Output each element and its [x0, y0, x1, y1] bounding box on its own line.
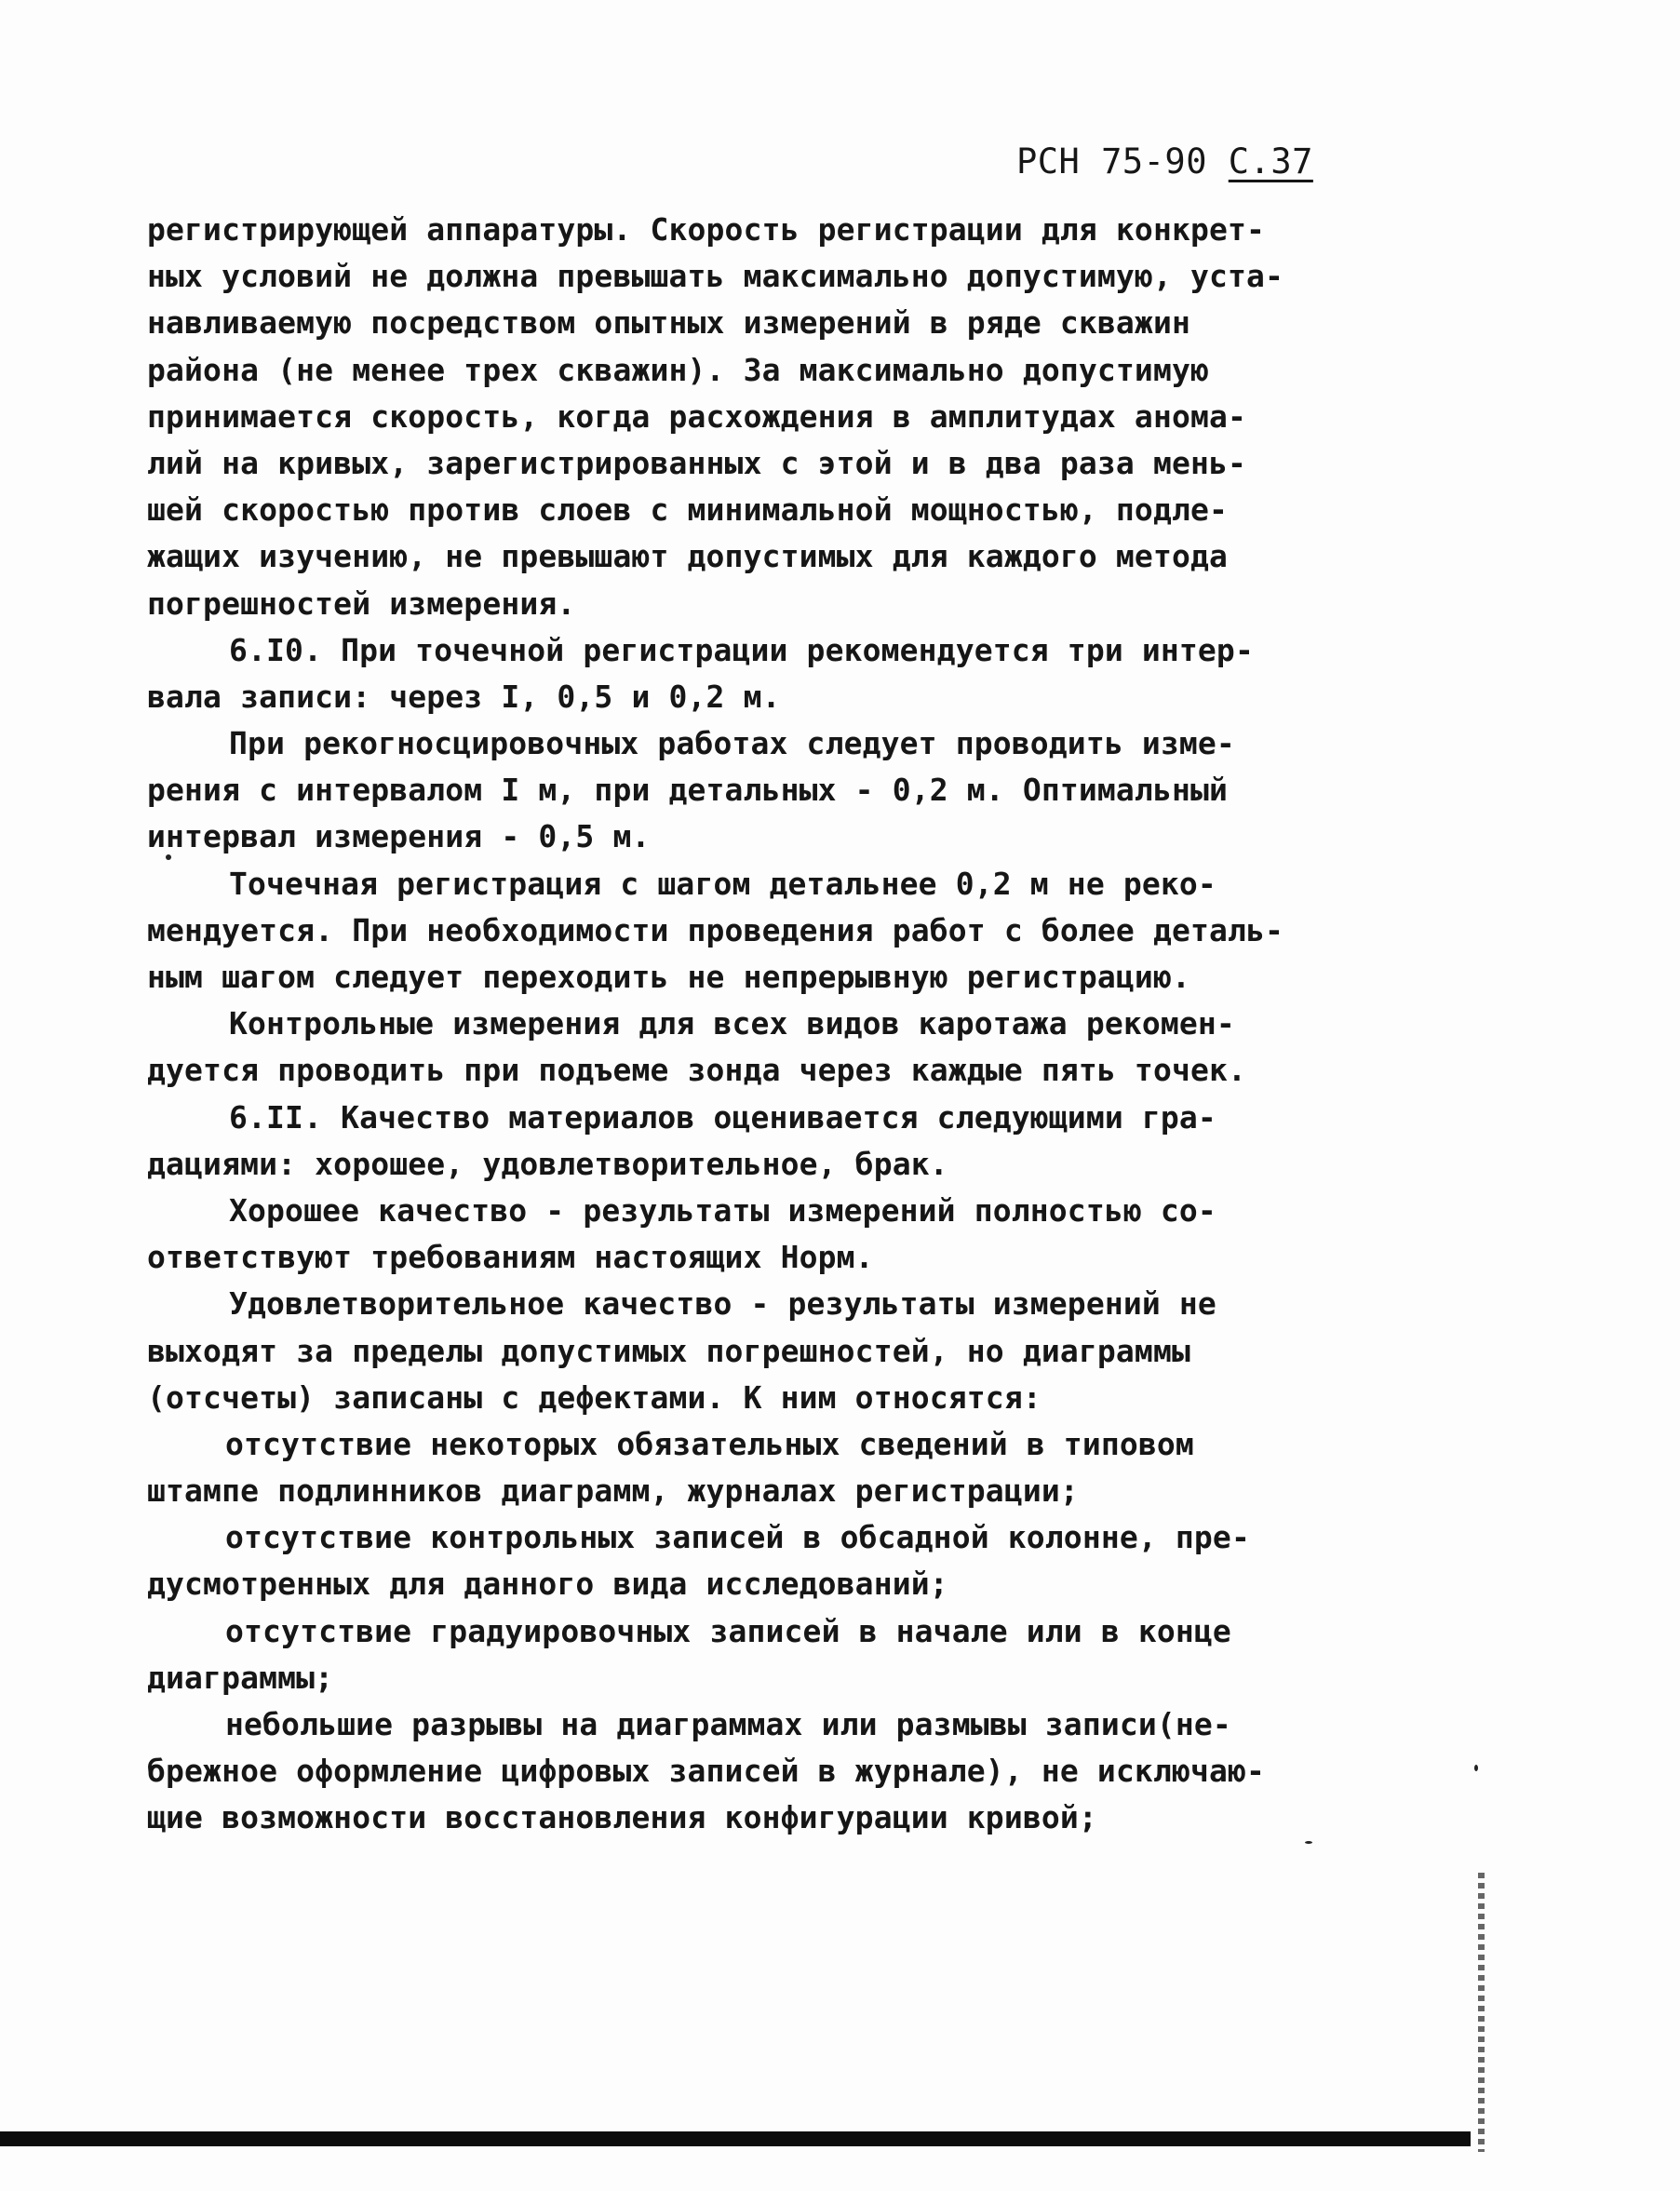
text-line: интервал измерения - 0,5 м.	[147, 818, 651, 855]
paragraph-start-line: Хорошее качество - результаты измерений полностью со-	[229, 1191, 1216, 1229]
text-line: выходят за пределы допустимых погрешностей, но диаграммы	[147, 1332, 1190, 1369]
paragraph-start-line: 6.II. Качество материалов оценивается следующими гра-	[229, 1098, 1216, 1136]
paragraph-start-line: При рекогносцировочных работах следует проводить изме-	[229, 725, 1235, 762]
list-item-start-line: отсутствие некоторых обязательных сведений в типовом	[225, 1425, 1194, 1462]
text-line: шей скоростью против слоев с минимальной мощностью, подле-	[147, 491, 1229, 529]
paragraph-start-line: Точечная регистрация с шагом детальнее 0,2 м не реко-	[229, 865, 1216, 902]
scan-speck	[1305, 1841, 1312, 1844]
text-line: лий на кривых, зарегистрированных с этой и в два раза мень-	[147, 444, 1247, 481]
text-line: (отсчеты) записаны с дефектами. К ним относятся:	[147, 1378, 1042, 1416]
paragraph-start-line: Удовлетворительное качество - результаты измерений не	[229, 1285, 1216, 1323]
text-line: принимается скорость, когда расхождения в амплитудах анома-	[147, 397, 1247, 435]
text-line: дуется проводить при подъеме зонда через каждые пять точек.	[147, 1052, 1247, 1089]
paragraph-start-line: Контрольные измерения для всех видов каротажа рекомен-	[229, 1005, 1235, 1042]
text-line: штампе подлинников диаграмм, журналах регистрации;	[147, 1472, 1079, 1510]
scan-bottom-border	[0, 2131, 1471, 2146]
text-line: диаграммы;	[147, 1659, 334, 1696]
scan-speck	[166, 854, 171, 860]
paragraph-start-line: 6.I0. При точечной регистрации рекомендуется три интер-	[229, 631, 1254, 668]
text-line: дациями: хорошее, удовлетворительное, брак.	[147, 1145, 948, 1182]
text-line: жащих изучению, не превышают допустимых для каждого метода	[147, 538, 1229, 575]
document-code: РСН 75-90	[1016, 141, 1207, 181]
text-line: ответствуют требованиям настоящих Норм.	[147, 1239, 874, 1276]
list-item-start-line: небольшие разрывы на диаграммах или размывы записи(не-	[225, 1706, 1231, 1742]
text-line: щие возможности восстановления конфигурации кривой;	[147, 1799, 1097, 1836]
page-header	[1016, 141, 1313, 181]
text-line: навливаемую посредством опытных измерений в ряде скважин	[147, 304, 1190, 342]
text-line: ных условий не должна превышать максимально допустимую, уста-	[147, 258, 1284, 295]
text-line: рения с интервалом I м, при детальных - 0,2 м. Оптимальный	[147, 772, 1229, 809]
text-line: регистрирующей аппаратуры. Скорость регистрации для конкрет-	[147, 211, 1266, 248]
page-number: С.37	[1228, 141, 1313, 181]
list-item-start-line: отсутствие градуировочных записей в начале или в конце	[225, 1612, 1231, 1649]
body-text	[147, 207, 1301, 1842]
text-line: вала записи: через I, 0,5 и 0,2 м.	[147, 678, 781, 715]
text-line: ным шагом следует переходить не непрерывную регистрацию.	[147, 959, 1190, 995]
text-line: дусмотренных для данного вида исследований;	[147, 1566, 948, 1603]
text-line: мендуется. При необходимости проведения работ с более деталь-	[147, 911, 1284, 948]
text-line: брежное оформление цифровых записей в журнале), не исключаю-	[147, 1753, 1266, 1790]
text-line: района (не менее трех скважин). За максимально допустимую	[147, 351, 1210, 388]
scan-edge-mark	[1478, 1873, 1485, 2152]
scan-speck	[1474, 1765, 1478, 1771]
text-line: погрешностей измерения.	[147, 585, 576, 622]
list-item-start-line: отсутствие контрольных записей в обсадной колонне, пре-	[225, 1519, 1250, 1556]
